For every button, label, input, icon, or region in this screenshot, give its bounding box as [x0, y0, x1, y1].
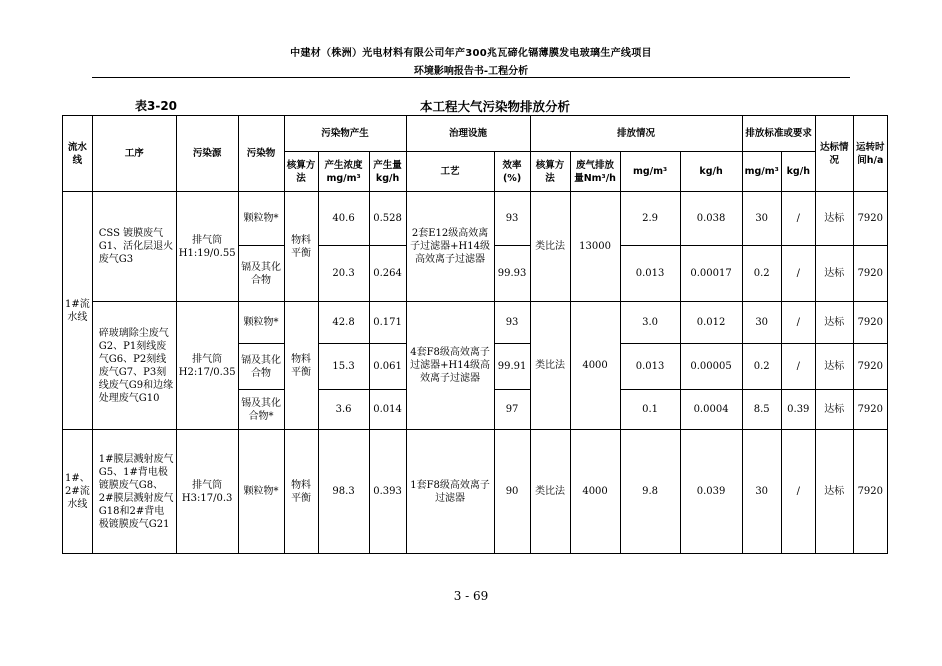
col-std-kg: kg/h	[781, 152, 815, 192]
flow-cell: 13000	[570, 192, 620, 302]
col-flow: 废气排放量Nm³/h	[570, 152, 620, 192]
kgh-cell: 0.038	[680, 192, 742, 246]
compliance-cell: 达标	[815, 390, 853, 430]
col-production: 污染物产生	[284, 116, 406, 152]
conc-cell: 42.8	[318, 302, 369, 344]
mgm3-cell: 0.013	[620, 344, 680, 390]
eff-cell: 93	[494, 302, 530, 344]
hours-cell: 7920	[853, 192, 887, 246]
eff-cell: 90	[494, 430, 530, 554]
hours-cell: 7920	[853, 390, 887, 430]
method-cell: 物料平衡	[284, 430, 318, 554]
compliance-cell: 达标	[815, 246, 853, 302]
tech-cell: 2套E12级高效离子过滤器+H14级高效离子过滤器	[406, 192, 494, 302]
col-compliance: 达标情况	[815, 116, 853, 192]
line-1-cell: 1#流水线	[63, 192, 93, 430]
flow-cell: 4000	[570, 302, 620, 430]
conc-cell: 3.6	[318, 390, 369, 430]
std-mg-cell: 0.2	[742, 344, 781, 390]
std-mg-cell: 30	[742, 430, 781, 554]
std-kg-cell: 0.39	[781, 390, 815, 430]
pollutant-cell: 颗粒物*	[238, 302, 284, 344]
rate-cell: 0.264	[369, 246, 406, 302]
compliance-cell: 达标	[815, 430, 853, 554]
method-cell: 物料平衡	[284, 192, 318, 302]
col-pollutant: 污染物	[238, 116, 284, 192]
std-mg-cell: 30	[742, 192, 781, 246]
table-number: 表3-20	[135, 99, 178, 113]
col-conc: 产生浓度mg/m³	[318, 152, 369, 192]
mgm3-cell: 3.0	[620, 302, 680, 344]
hours-cell: 7920	[853, 246, 887, 302]
col-treatment: 治理设施	[406, 116, 530, 152]
mgm3-cell: 0.013	[620, 246, 680, 302]
conc-cell: 40.6	[318, 192, 369, 246]
std-kg-cell: /	[781, 430, 815, 554]
col-method: 核算方法	[284, 152, 318, 192]
col-method2: 核算方法	[530, 152, 570, 192]
conc-cell: 98.3	[318, 430, 369, 554]
std-kg-cell: /	[781, 192, 815, 246]
col-line: 流水线	[63, 116, 93, 192]
tech-cell: 1套F8级高效离子过滤器	[406, 430, 494, 554]
col-rate: 产生量kg/h	[369, 152, 406, 192]
mgm3-cell: 0.1	[620, 390, 680, 430]
process-cell: 碎玻璃除尘废气G2、P1刻线废气G6、P2刻线废气G7、P3刻线废气G9和边缘处理废气G10	[92, 302, 176, 430]
header-divider	[92, 77, 850, 78]
kgh-cell: 0.0004	[680, 390, 742, 430]
eff-cell: 99.91	[494, 344, 530, 390]
eff-cell: 99.93	[494, 246, 530, 302]
table-row	[63, 192, 888, 246]
std-kg-cell: /	[781, 344, 815, 390]
pollutant-cell: 颗粒物*	[238, 192, 284, 246]
kgh-cell: 0.012	[680, 302, 742, 344]
flow-cell: 4000	[570, 430, 620, 554]
col-process: 工序	[92, 116, 176, 192]
source-cell: 排气筒H3:17/0.3	[176, 430, 238, 554]
process-cell: 1#膜层溅射废气G5、1#背电极镀膜废气G8、2#膜层溅射废气G18和2#背电极镀膜废气G21	[92, 430, 176, 554]
page-number: 3 - 69	[453, 589, 489, 603]
std-mg-cell: 8.5	[742, 390, 781, 430]
rate-cell: 0.393	[369, 430, 406, 554]
kgh-cell: 0.00017	[680, 246, 742, 302]
kgh-cell: 0.039	[680, 430, 742, 554]
hours-cell: 7920	[853, 344, 887, 390]
process-cell: CSS 镀膜废气G1、活化层退火废气G3	[92, 192, 176, 302]
std-kg-cell: /	[781, 246, 815, 302]
hours-cell: 7920	[853, 430, 887, 554]
pollutant-cell: 镉及其化合物	[238, 246, 284, 302]
source-cell: 排气筒H1:19/0.55	[176, 192, 238, 302]
method-cell: 物料平衡	[284, 302, 318, 430]
pollutant-cell: 颗粒物*	[238, 430, 284, 554]
table-row	[63, 430, 888, 554]
std-mg-cell: 0.2	[742, 246, 781, 302]
document-header-title: 中建材（株洲）光电材料有限公司年产300兆瓦碲化镉薄膜发电玻璃生产线项目	[290, 48, 652, 59]
col-eff: 效率(%)	[494, 152, 530, 192]
compliance-cell: 达标	[815, 192, 853, 246]
method2-cell: 类比法	[530, 192, 570, 302]
tech-cell: 4套F8级高效离子过滤器+H14级高效离子过滤器	[406, 302, 494, 430]
col-source: 污染源	[176, 116, 238, 192]
std-kg-cell: /	[781, 302, 815, 344]
table-row	[63, 302, 888, 344]
hours-cell: 7920	[853, 302, 887, 344]
conc-cell: 15.3	[318, 344, 369, 390]
source-cell: 排气筒H2:17/0.35	[176, 302, 238, 430]
col-runtime: 运转时间h/a	[853, 116, 887, 192]
line-12-cell: 1#、2#流水线	[63, 430, 93, 554]
method2-cell: 类比法	[530, 302, 570, 430]
rate-cell: 0.528	[369, 192, 406, 246]
compliance-cell: 达标	[815, 302, 853, 344]
col-emission: 排放情况	[530, 116, 742, 152]
col-std-mg: mg/m³	[742, 152, 781, 192]
rate-cell: 0.061	[369, 344, 406, 390]
pollutant-cell: 镉及其化合物	[238, 344, 284, 390]
table-title: 本工程大气污染物排放分析	[419, 99, 570, 114]
kgh-cell: 0.00005	[680, 344, 742, 390]
emission-table	[62, 115, 888, 554]
method2-cell: 类比法	[530, 430, 570, 554]
eff-cell: 97	[494, 390, 530, 430]
rate-cell: 0.014	[369, 390, 406, 430]
eff-cell: 93	[494, 192, 530, 246]
col-tech: 工艺	[406, 152, 494, 192]
header-row-1	[63, 116, 888, 152]
col-standard: 排放标准或要求	[742, 116, 815, 152]
std-mg-cell: 30	[742, 302, 781, 344]
mgm3-cell: 9.8	[620, 430, 680, 554]
pollutant-cell: 锡及其化合物*	[238, 390, 284, 430]
col-mgm3: mg/m³	[620, 152, 680, 192]
compliance-cell: 达标	[815, 344, 853, 390]
document-header-subtitle: 环境影响报告书-工程分析	[413, 66, 529, 77]
rate-cell: 0.171	[369, 302, 406, 344]
col-kgh: kg/h	[680, 152, 742, 192]
mgm3-cell: 2.9	[620, 192, 680, 246]
conc-cell: 20.3	[318, 246, 369, 302]
